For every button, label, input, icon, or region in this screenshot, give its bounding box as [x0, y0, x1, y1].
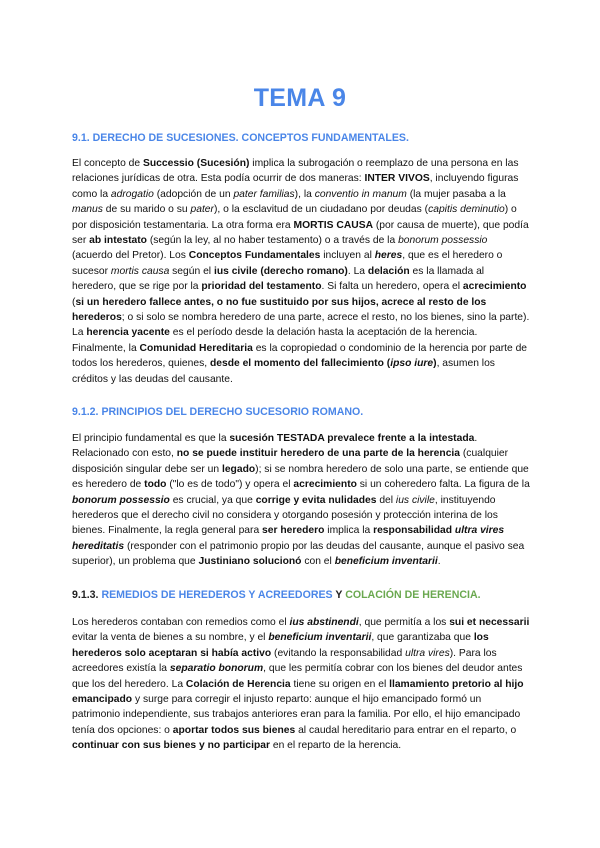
text-run: ius civile	[395, 494, 435, 506]
text-run: con el	[301, 556, 335, 568]
text-run: es la copropiedad o condominio de la herencia por parte de todos los herederos, quienes,	[72, 342, 528, 370]
text-run: implica la	[324, 525, 374, 537]
text-run: acrecimiento	[293, 479, 357, 491]
text-run: El principio fundamental es que la	[72, 433, 230, 444]
text-run: Justiniano solucionó	[198, 556, 302, 568]
text-run: . Relacionado con esto,	[72, 433, 478, 460]
text-run: El concepto de	[72, 158, 143, 169]
text-run: responsabilidad	[373, 525, 455, 537]
text-run: sucesión TESTADA prevalece frente a la intestada	[229, 433, 475, 444]
text-run: INTER VIVOS	[364, 173, 430, 185]
text-run: (según la ley, al no haber testamento) o a través de la	[146, 235, 399, 247]
text-run: (por causa de muerte), que podía ser	[72, 219, 529, 247]
text-run: , que permitía a los	[358, 617, 450, 628]
text-run: conventio in manum	[314, 188, 407, 200]
page-title: TEMA 9	[253, 84, 347, 112]
text-run: acrecimiento	[462, 281, 527, 293]
text-run: heres	[374, 250, 403, 262]
text-run: los herederos solo aceptaran si había activo	[72, 632, 489, 659]
text-run: ius civile (derecho romano)	[213, 265, 348, 277]
text-run: MORTIS CAUSA	[293, 219, 374, 231]
text-run: (	[72, 296, 76, 308]
text-run: legado	[221, 463, 256, 475]
heading-part: REMEDIOS DE HEREDEROS Y ACREEDORES	[101, 589, 333, 601]
text-run: ; o si solo se nombra heredero de una parte, acrece el resto, no los bienes, sino la parte). La	[72, 312, 530, 339]
text-run: ius abstinendi	[289, 617, 359, 628]
text-run: bonorum possessio	[398, 235, 488, 247]
text-run: en el reparto de la herencia.	[269, 740, 402, 752]
text-run: ). Para los acreedores existía la	[72, 647, 497, 675]
text-run: beneficium inventarii	[268, 632, 372, 644]
text-run: ) o por disposición testamentaria. La otra forma era	[72, 204, 517, 231]
text-run: y surge para corregir el injusto reparto: aunque el hijo emancipado formó un patrimonio independiente, sus trabajos anteriores eran para la familia. Por ello, el hijo emancipado tenía dos opciones: o	[72, 694, 521, 736]
text-run: separatio bonorum	[169, 663, 264, 675]
text-run: ultra vires hereditatis	[72, 525, 505, 552]
text-run: . Si falta un heredero, opera el	[321, 281, 463, 293]
text-run: sui et necessarii	[449, 617, 530, 628]
text-run: (cualquier disposición singular debe ser un	[72, 448, 509, 475]
text-run: Conceptos Fundamentales	[188, 250, 321, 262]
text-run: llamamiento pretorio al hijo emancipado	[72, 678, 524, 706]
text-run: ipso iure	[390, 358, 434, 370]
text-run: tiene su origen en el	[290, 678, 390, 690]
heading-part: Y	[332, 589, 346, 601]
text-run: todo	[144, 479, 167, 491]
text-run: evitar la venta de bienes a su nombre, y el	[72, 632, 269, 644]
text-run: prioridad del testamento	[201, 281, 322, 293]
text-run: de su marido o su	[102, 204, 191, 216]
text-run: , que garantizaba que	[371, 632, 474, 644]
text-run: (adopción de un	[153, 188, 234, 200]
text-run: si un coheredero falta. La figura de la	[356, 479, 530, 491]
text-run: herencia yacente	[86, 327, 170, 339]
text-run: capitis deminutio	[428, 204, 505, 216]
text-run: . La	[347, 265, 368, 277]
text-run: no se puede instituir heredero de una parte de la herencia	[176, 448, 461, 460]
text-run: ); si se nombra heredero de solo una parte, se entiende que es heredero de	[72, 463, 529, 491]
text-run: beneficium inventarii	[334, 556, 438, 568]
section-paragraph-9-1-3	[72, 615, 530, 754]
text-run: incluyen al	[320, 250, 375, 262]
text-run: Los herederos contaban con remedios como el	[72, 617, 290, 628]
text-run: , que es el heredero o sucesor	[72, 250, 503, 277]
text-run: Colación de Herencia	[185, 678, 291, 690]
text-run: corrige y evita nulidades	[255, 494, 377, 506]
text-run: )	[433, 358, 437, 370]
text-run: pater	[190, 204, 214, 216]
text-run: desde el momento del fallecimiento (	[209, 358, 391, 370]
text-run: implica la subrogación o reemplazo de una persona en las relaciones jurídicas de otra. Esta podía ocurrir de dos maneras:	[72, 158, 519, 185]
text-run: aportar todos sus bienes	[172, 724, 296, 736]
section-heading-9-1: 9.1. DERECHO DE SUCESIONES. CONCEPTOS FUNDAMENTALES.	[72, 132, 409, 144]
text-run: bonorum possessio	[72, 494, 170, 506]
text-run: continuar con sus bienes y no participar	[72, 740, 270, 752]
text-run: es crucial, ya que	[169, 494, 256, 506]
text-run: , instituyendo herederos que el derecho civil no considera y otorgando posesión y protección interina de los bienes. Finalmente, la regla general para	[72, 494, 498, 537]
text-run: , asumen los créditos y las deudas del causante.	[72, 358, 495, 385]
text-run: ), o la esclavitud de un ciudadano por deudas (	[213, 204, 429, 216]
text-run: ser heredero	[262, 525, 325, 537]
text-run: según el	[169, 265, 214, 277]
text-run: ), la	[294, 188, 315, 200]
section-heading-9-1-3	[72, 588, 542, 602]
text-run: (evitando la responsabilidad	[271, 647, 406, 659]
text-run: delación	[367, 265, 410, 277]
text-run: pater familias	[233, 188, 295, 200]
text-run: mortis causa	[110, 265, 170, 277]
text-run: es el período desde la delación hasta la aceptación de la herencia. Finalmente, la	[72, 327, 478, 354]
text-run: manus	[72, 204, 103, 216]
text-run: (acuerdo del Pretor). Los	[72, 250, 189, 262]
section-paragraph-9-1	[72, 156, 530, 387]
text-run: .	[437, 556, 441, 568]
text-run: ab intestato	[89, 235, 147, 247]
section-heading-9-1-2: 9.1.2. PRINCIPIOS DEL DERECHO SUCESORIO ROMANO.	[72, 406, 364, 418]
heading-part: 9.1.3.	[72, 589, 102, 601]
section-paragraph-9-1-2	[72, 431, 530, 570]
heading-part: COLACIÓN DE HERENCIA.	[345, 589, 481, 601]
text-run: Successio (Sucesión)	[142, 158, 250, 169]
text-run: , que les permitía cobrar con los bienes del deudor antes que los del heredero. La	[72, 663, 523, 690]
text-run: (la mujer pasaba a la	[406, 188, 506, 200]
text-run: ("lo es de todo") y opera el	[166, 479, 294, 491]
text-run: al caudal hereditario para entrar en el reparto, o	[295, 724, 517, 736]
text-run: ultra vires	[405, 647, 450, 659]
text-run: adrogatio	[110, 188, 154, 200]
text-run: del	[376, 494, 396, 506]
text-run: si un heredero fallece antes, o no fue sustituido por sus hijos, acrece al resto de los herederos	[72, 296, 487, 324]
text-run: (responder con el patrimonio propio por las deudas del causante, aunque el pasivo sea superior), un problema que	[72, 540, 525, 568]
text-run: Comunidad Hereditaria	[139, 342, 253, 354]
text-run: es la llamada al heredero, que se rige por la	[72, 265, 485, 293]
text-run: , incluyendo figuras como la	[72, 173, 519, 200]
